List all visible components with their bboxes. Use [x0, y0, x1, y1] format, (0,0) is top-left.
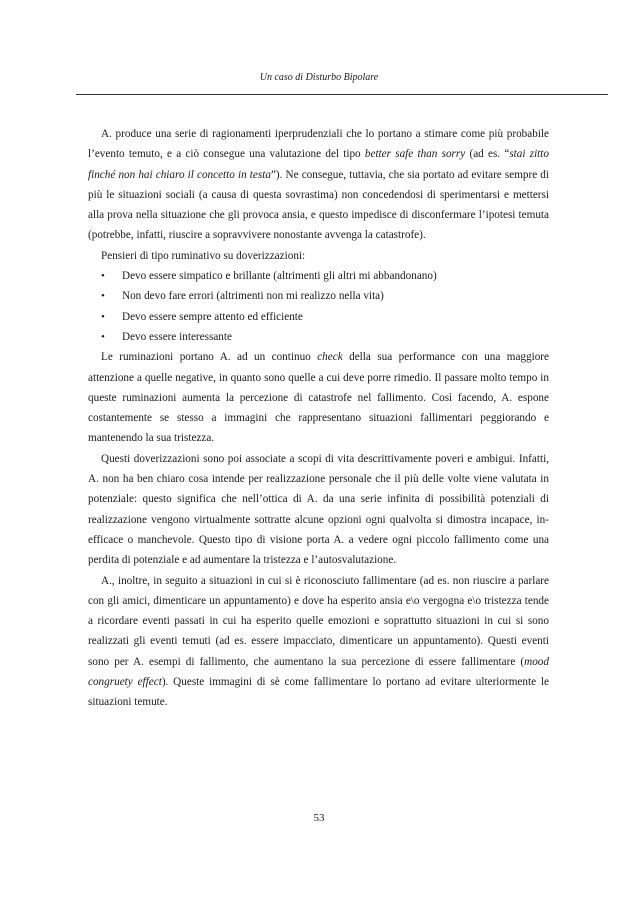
paragraph-4-text-b: ). Queste immagini di sè come fallimentare lo portano ad evitare ulteriormente le situazioni temute.: [88, 676, 549, 709]
paragraph-4: [88, 571, 549, 713]
list-item-text: Devo essere simpatico e brillante (altrimenti gli altri mi abbandonano): [122, 270, 437, 283]
paragraph-1: [88, 124, 549, 246]
list-item: [88, 307, 549, 327]
paragraph-1-text-c: ”). Ne consegue, tuttavia, che sia portato ad evitare sempre di più le situazioni sociali (a causa di questa sovrastima) non concedendosi di sperimentarsi e mettersi alla prova nella situazione che gli provoca ansia, e questo impedisce di disconfermare l’ipotesi temuta (potrebbe, infatti, riuscire a sopravvivere nonostante avvenga la catastrofe).: [88, 168, 549, 242]
bullet-icon: •: [101, 330, 105, 343]
paragraph-1-italic-a: better safe than sorry: [364, 148, 466, 161]
paragraph-1-italic-b: stai zitto finché non hai chiaro il concetto in testa: [88, 148, 549, 181]
paragraph-2: [88, 347, 549, 448]
paragraph-2-text-a: Le ruminazioni portano A. ad un continuo: [101, 351, 318, 364]
paragraph-1-text-b: (ad es. “: [465, 148, 510, 161]
bullet-list: [88, 266, 549, 347]
list-item-text: Devo essere sempre attento ed efficiente: [122, 310, 303, 323]
header-rule: [76, 94, 608, 95]
list-item: [88, 327, 549, 347]
page-number: 53: [313, 812, 325, 824]
page-body: [88, 124, 549, 713]
paragraph-3: Questi doverizzazioni sono poi associate a scopi di vita descrittivamente poveri e ambigui. Infatti, A. non ha ben chiaro cosa intende per realizzazione personale che il più delle volte viene valutata in potenziale: questo significa che nell’ottica di A. da una serie infinita di possibilità potenziali di realizzazione vengono virtualmente sottratte alcune opzioni ogni qualvolta si dimostra incapace, in-efficace o manchevole. Questo tipo di visione porta A. a vedere ogni piccolo fallimento come una perdita di potenziale e ad aumentare la tristezza e l’autosvalutazione.: [88, 452, 549, 567]
paragraph-2-italic-a: check: [317, 351, 343, 364]
paragraph-2-text-b: della sua performance con una maggiore attenzione a quelle negative, in quanto sono quelle a cui deve porre rimedio. Il passare molto tempo in queste ruminazioni aumenta la percezione di catastrofe nel fallimento. Così facendo, A. espone costantemente se stesso a immagini che rappresentano situazioni fallimentari peggiorando e mantenendo la sua tristezza.: [88, 351, 549, 445]
bullet-icon: •: [101, 290, 105, 303]
list-item: [88, 266, 549, 286]
paragraph-1-text-a: A. produce una serie di ragionamenti iperprudenziali che lo portano a stimare come più probabile l’evento temuto, e a ciò consegue una valutazione del tipo: [88, 128, 549, 161]
paragraph-4-italic-a: mood congruety effect: [88, 655, 549, 689]
list-item: [88, 286, 549, 306]
running-header: Un caso di Disturbo Bipolare: [259, 72, 379, 83]
list-item-text: Non devo fare errori (altrimenti non mi realizzo nella vita): [122, 290, 384, 303]
list-intro: Pensieri di tipo ruminativo su doverizzazioni:: [101, 249, 306, 262]
list-item-text: Devo essere interessante: [122, 330, 232, 343]
paragraph-4-text-a: A., inoltre, in seguito a situazioni in cui si è riconosciuto fallimentare (ad es. non riuscire a parlare con gli amici, dimenticare un appuntamento) e dove ha esperito ansia e\o vergogna e\o tristezza tende a ricordare eventi passati in cui ha esperito quelle emozioni e soprattutto situazioni in cui si sono realizzati gli eventi temuti (ad es. essere impacciato, dimenticare un appuntamento). Questi eventi sono per A. esempi di fallimento, che aumentano la sua percezione di essere fallimentare (: [88, 574, 549, 668]
bullet-icon: •: [101, 270, 105, 283]
bullet-icon: •: [101, 310, 105, 323]
